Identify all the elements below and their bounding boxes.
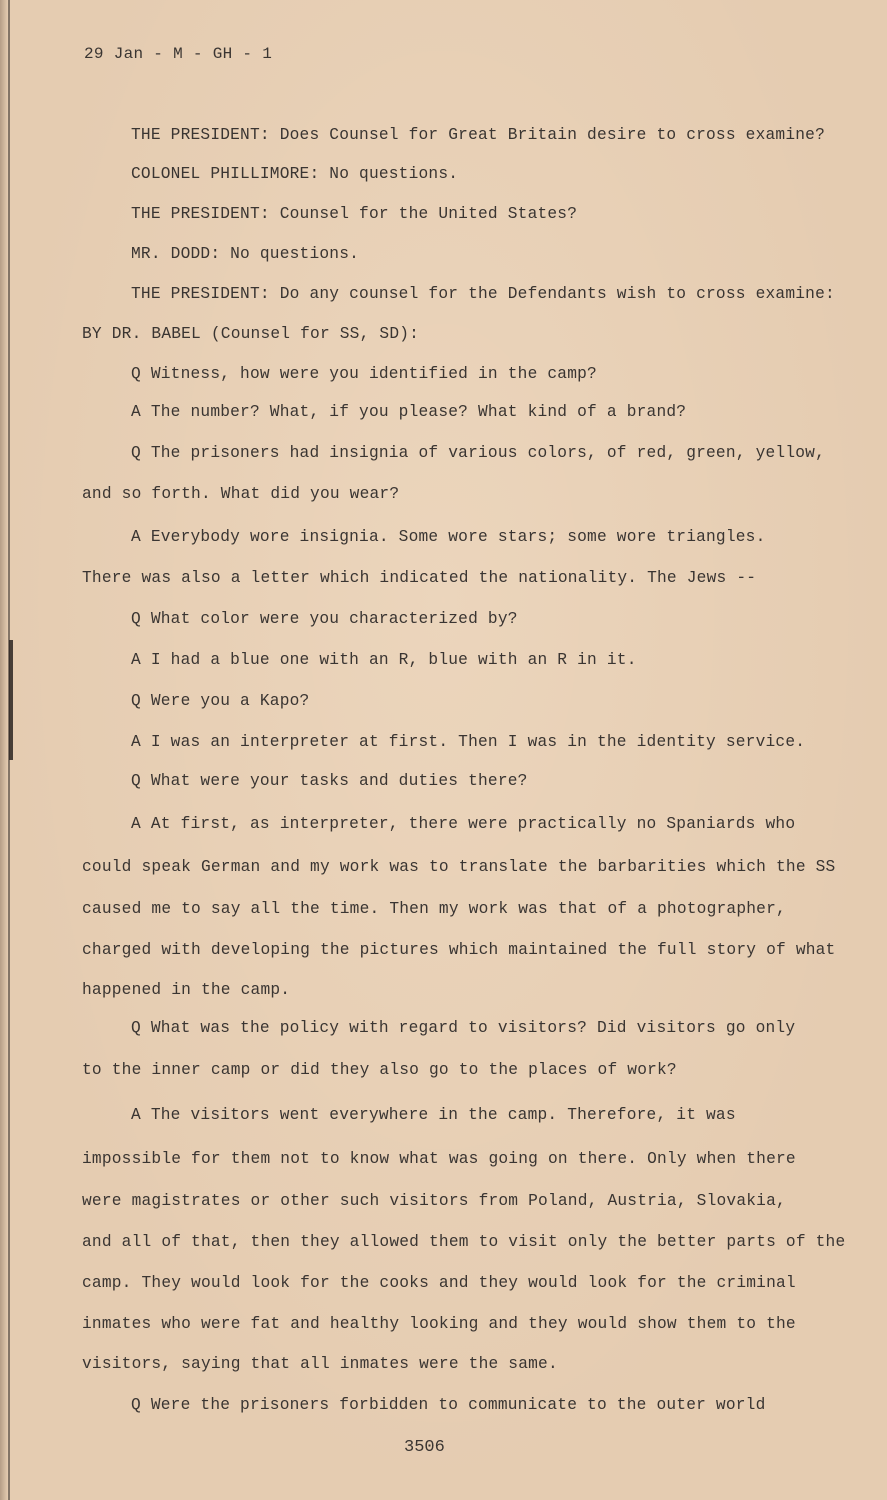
- transcript-line: Q What was the policy with regard to visitors? Did visitors go only: [131, 1019, 796, 1037]
- transcript-line: MR. DODD: No questions.: [131, 245, 360, 263]
- transcript-line: There was also a letter which indicated the nationality. The Jews --: [82, 569, 757, 587]
- transcript-line: and so forth. What did you wear?: [82, 485, 400, 503]
- transcript-line: caused me to say all the time. Then my work was that of a photographer,: [82, 900, 786, 918]
- transcript-line: visitors, saying that all inmates were the same.: [82, 1355, 558, 1373]
- transcript-line: camp. They would look for the cooks and they would look for the criminal: [82, 1274, 796, 1292]
- transcript-line: to the inner camp or did they also go to the places of work?: [82, 1061, 677, 1079]
- transcript-line: inmates who were fat and healthy looking and they would show them to the: [82, 1315, 796, 1333]
- transcript-line: A The number? What, if you please? What kind of a brand?: [131, 403, 687, 421]
- transcript-line: Q Were you a Kapo?: [131, 692, 310, 710]
- transcript-line: happened in the camp.: [82, 981, 291, 999]
- transcript-line: BY DR. BABEL (Counsel for SS, SD):: [82, 325, 420, 343]
- transcript-line: charged with developing the pictures which maintained the full story of what: [82, 941, 836, 959]
- transcript-line: A I was an interpreter at first. Then I was in the identity service.: [131, 733, 806, 751]
- transcript-line: THE PRESIDENT: Do any counsel for the Defendants wish to cross examine:: [131, 285, 835, 303]
- transcript-line: Q The prisoners had insignia of various colors, of red, green, yellow,: [131, 444, 825, 462]
- transcript-line: Q What were your tasks and duties there?: [131, 772, 528, 790]
- transcript-line: and all of that, then they allowed them to visit only the better parts of the: [82, 1233, 846, 1251]
- transcript-line: A At first, as interpreter, there were practically no Spaniards who: [131, 815, 796, 833]
- transcript-line: THE PRESIDENT: Counsel for the United States?: [131, 205, 578, 223]
- page-edge-mark: [9, 640, 13, 760]
- transcript-line: Q Were the prisoners forbidden to communicate to the outer world: [131, 1396, 766, 1414]
- transcript-line: A The visitors went everywhere in the camp. Therefore, it was: [131, 1106, 736, 1124]
- transcript-line: COLONEL PHILLIMORE: No questions.: [131, 165, 459, 183]
- transcript-line: Q What color were you characterized by?: [131, 610, 518, 628]
- page-header: 29 Jan - M - GH - 1: [84, 45, 273, 63]
- transcript-line: impossible for them not to know what was going on there. Only when there: [82, 1150, 796, 1168]
- page-edge-shadow: [0, 0, 8, 1500]
- transcript-line: Q Witness, how were you identified in the camp?: [131, 365, 597, 383]
- transcript-line: A I had a blue one with an R, blue with an R in it.: [131, 651, 637, 669]
- transcript-line: were magistrates or other such visitors from Poland, Austria, Slovakia,: [82, 1192, 786, 1210]
- transcript-line: THE PRESIDENT: Does Counsel for Great Britain desire to cross examine?: [131, 126, 825, 144]
- page-number: 3506: [404, 1438, 445, 1457]
- transcript-line: A Everybody wore insignia. Some wore stars; some wore triangles.: [131, 528, 766, 546]
- transcript-line: could speak German and my work was to translate the barbarities which the SS: [82, 858, 836, 876]
